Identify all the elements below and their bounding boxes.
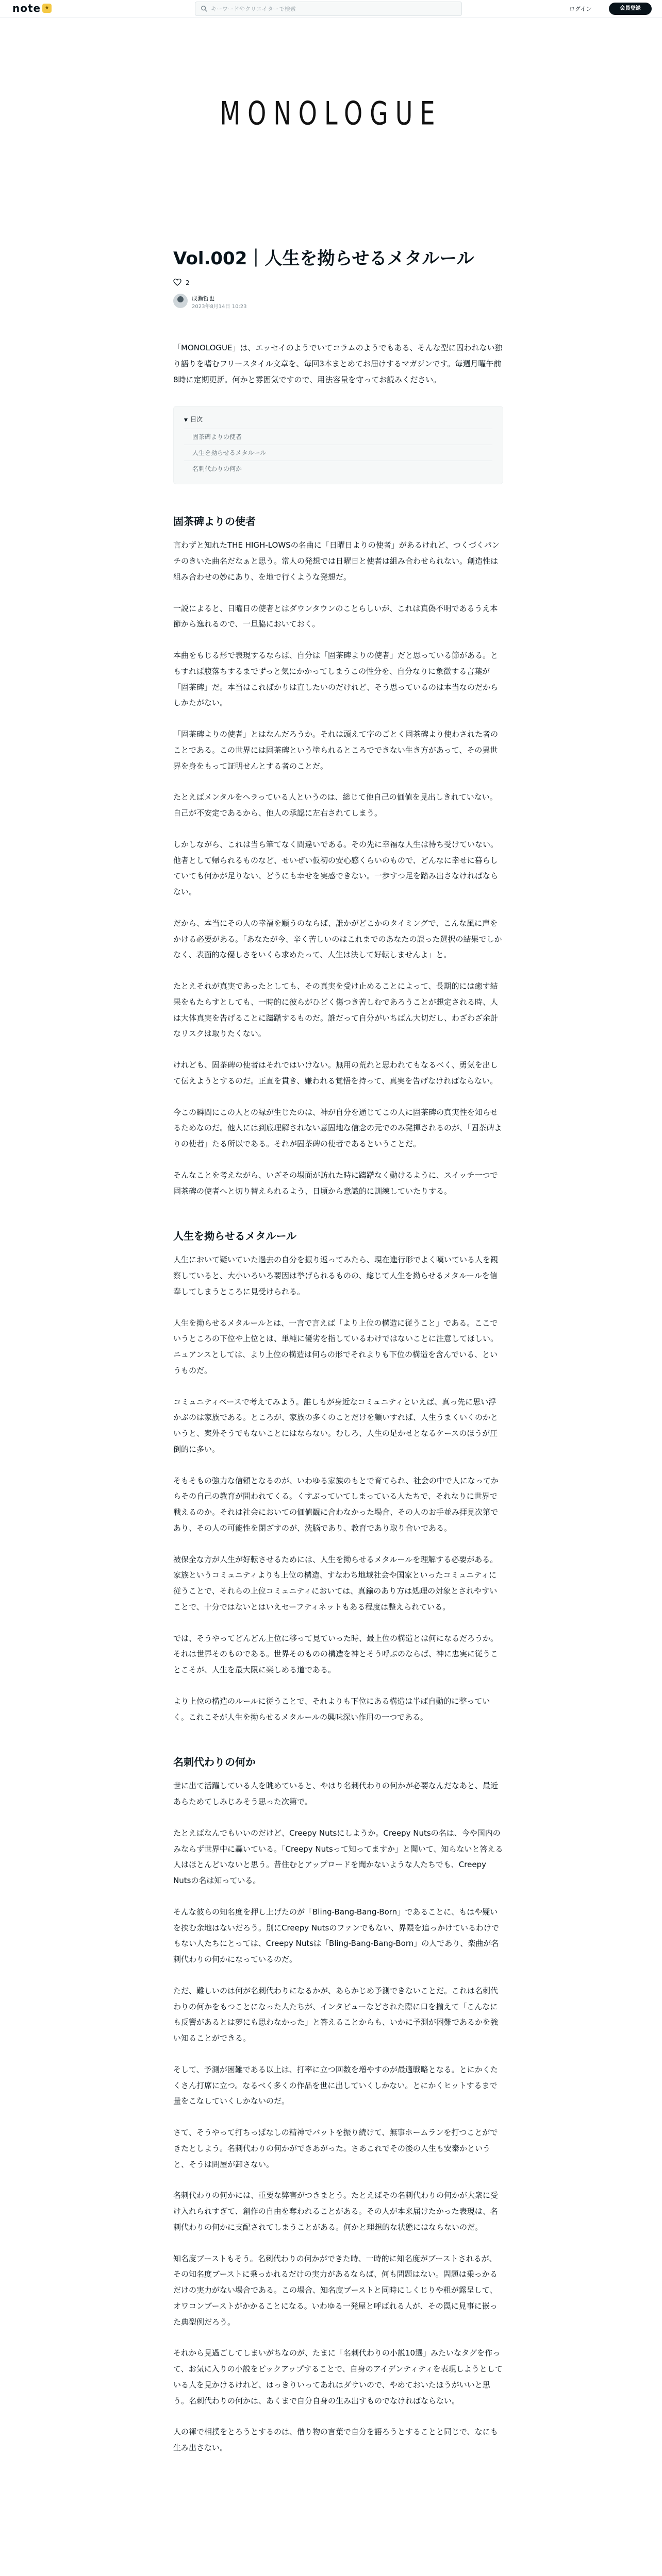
body-paragraph: そんなことを考えながら、いざその場面が訪れた時に躊躇なく動けるように、スイッチ一つで固茶碑の使者へと切り替えられるよう、日頃から意識的に訓練していたりする。 [173,1170,498,1196]
body-paragraph: そんな彼らの知名度を押し上げたのが「Bling-Bang-Bang-Born」であることに、もはや疑いを挟む余地はないだろう。別にCreepy Nutsのファンでもない、界隈を追っかけているわけでもない人たちにとっては、Creepy Nutsは「Bling-Bang-Bang-Born」の人であり、楽曲が名刺代わりの何かになっているのだ。 [173,1907,500,1964]
body-paragraph: 知名度ブーストもそう。名刺代わりの何かができた時、一時的に知名度がブーストされるが、その知名度ブーストに乗っかれるだけの実力があるならば、何も問題はない。問題は乗っかるだけの実力がない場合である。この場合、知名度ブーストと同時にしくじりや粗が露呈して、オワコンブーストがかかることになる。いわゆる一発屋と呼ばれる人が、その罠に見事に嵌った典型例だろう。 [173,2253,498,2327]
body-paragraph: だから、本当にその人の幸福を願うのならば、誰かがどこかのタイミングで、こんな風に声をかける必要がある。「あなたが今、辛く苦しいのはこれまでのあなたの誤った選択の結果でしかなく、表面的な優しさをいくら求めたって、人生は決して好転しませんよ」と。 [173,918,502,960]
body-paragraph: それから見過ごしてしまいがちなのが、たまに「名刺代わりの小説10選」みたいなタグを作って、お気に入りの小説をピックアップすることで、自身のアイデンティティを表現しようとしている人を見かけるけれど、はっきりいってあれはダサいので、やめておいたほうがいいと思う。名刺代わりの何かは、あくまで自分自身の生み出すものでなければならない。 [173,2348,503,2405]
body-paragraph: 言わずと知れたTHE HIGH-LOWSの名曲に「日曜日よりの使者」があるけれど、つくづくパンチのきいた曲名だなぁと思う。常人の発想では日曜日と使者は組み合わせられない。創造性は組み合わせの妙にあり、を地で行くような発想だ。 [173,540,500,582]
article-title: Vol.002｜人生を拗らせるメタルール [173,248,474,269]
note-logo[interactable]: note [12,2,41,14]
body-paragraph: 本曲をもじる形で表現するならば、自分は「固茶碑よりの使者」だと思っている節がある。ともすれば腹落ちするまでずっと気にかかってしまうこの性分を、自分なりに象徴する言葉が「固茶碑」だ。本当はこればかりは直したいのだけれど、そう思っているのは本当なのだからしかたがない。 [173,651,499,708]
section-heading: 名刺代わりの何か [173,1756,256,1769]
mascot-icon: ★ [42,4,52,13]
top-navigation-bar [0,0,662,18]
toc-list [184,429,492,477]
author-name[interactable]: 成瀬哲也 [192,295,214,302]
toc-item[interactable]: 名刺代わりの何か [184,461,492,477]
lead-paragraph: 「MONOLOGUE」は、エッセイのようでいてコラムのようでもある、そんな型に囚われない独り語りを嗜むフリースタイル文章を、毎回3本まとめてお届けするマガジンです。毎週月曜午前8時に定期更新。何かと雰囲気ですので、用法容量を守ってお読みください。 [173,343,503,384]
body-paragraph: しかしながら、これは当ら筆てなく間違いである。その先に幸福な人生は待ち受けていない。他者として帰られるものなど、せいぜい仮初の安心感くらいのもので、どんなに幸せに暮らしていても何かが足りない、どうにも幸せを実感できない。一歩すつ足を踏み出さなければならない。 [173,839,499,897]
cover-title: MONOLOGUE [220,94,442,132]
body-paragraph: 名刺代わりの何かには、重要な弊害がつきまとう。たとえばその名刺代わりの何かが大衆に受け入れられすぎて、創作の自由を奪われることがある。その人が本来届けたかった表現は、名刺代わりの何かに支配されてしまうことがある。何かと理想的な状態にはならないのだ。 [173,2191,499,2232]
body-paragraph: 人の褌で相撲をとろうとするのは、借り物の言葉で自分を語ろうとすることと同じで、なにも生み出さない。 [173,2427,498,2453]
toc-item[interactable]: 固茶碑よりの使者 [184,429,492,445]
body-paragraph: ただ、難しいのは何が名刺代わりになるかが、あらかじめ予測できないことだ。これは名刺代わりの何かをもつことになった人たちが、インタビューなどされた際に口を揃えて「こんなにも反響があるとは夢にも思わなかった」と答えることからも、いかに予測が困難であるかを強い知ることができる。 [173,1986,499,2043]
article-body [173,513,503,2456]
like-count: 2 [186,279,190,287]
body-paragraph: 「固茶碑よりの使者」とはなんだろうか。それは頭えて字のごとく固茶碑より使わされた者のことである。この世界には固茶碑という塗られるところでできない生き方があって、その異世界を身をもって証明せんとする者のことだ。 [173,730,499,771]
toc-toggle[interactable] [184,415,492,423]
body-paragraph: 人生において疑いていた過去の自分を振り返ってみたら、現在進行形でよく嘆いている人を観察していると、大小いろいろ要因は挙げられるものの、総じて人生を拗らせるメタルールを信奉してしまうところに見受けられる。 [173,1255,499,1296]
body-paragraph: たとえばなんでもいいのだけど、Creepy Nutsにしようか。Creepy Nutsの名は、今や国内のみならず世界中に轟いている。「Creepy Nutsって知ってますか」と聞いて、知らないと答える人はほとんどいないと思う。昔住むとアップロードを聞かないような人たちでも、Creepy Nutsの名は知っている。 [173,1828,503,1886]
toc-item[interactable]: 人生を拗らせるメタルール [184,445,492,461]
body-paragraph: では、そうやってどんどん上位に移って見ていった時、最上位の構造とは何になるだろうか。それは世界そのものである。世界そのものの構造を神とそう呼ぶのならば、神に忠実に従うことこそが、人生を最大限に楽しめる道である。 [173,1633,499,1675]
like-row [173,278,503,289]
body-paragraph: けれども、固茶碑の使者はそれではいけない。無用の荒れと思われてもなるべく、勇気を出して伝えようとするのだ。正直を貫き、嫌われる覚悟を持って、真実を告げなければならない。 [173,1060,498,1086]
cover-image [0,57,662,170]
section-heading: 固茶碑よりの使者 [173,515,256,528]
table-of-contents [173,406,503,484]
body-paragraph: より上位の構造のルールに従うことで、それよりも下位にある構造は半ば自動的に整っていく。これこそが人生を拗らせるメタルールの興味深い作用の一つである。 [173,1696,490,1722]
search-icon [201,5,208,12]
body-paragraph: 今この瞬間にこの人との縁が生じたのは、神が自分を通じてこの人に固茶碑の真実性を知らせるためなのだ。他人には到底理解されない意固地な信念の元でのみ発揮されるのが、「固茶碑よりの使者」たる所以である。それが固茶碑の使者であるということだ。 [173,1107,502,1149]
body-paragraph: たとえばメンタルをヘラっている人というのは、総じて他自己の価値を見出しきれていない。自己が不安定であるから、他人の承認に左右されてしまう。 [173,792,498,818]
author-info [173,294,503,310]
chevron-down-icon: ▼ [184,418,188,423]
signup-button[interactable]: 会員登録 [609,3,652,15]
body-paragraph: そして、予測が困難である以上は、打率に立つ回数を増やすのが最適戦略となる。とにかくたくさん打席に立つ。なるべく多くの作品を世に出していくしかない。とにかくヒットするまで量をこなしていくしかないのだ。 [173,2064,498,2106]
section-heading: 人生を拗らせるメタルール [173,1230,296,1243]
body-paragraph: 被保全な方が人生が好転させるためには、人生を拗らせるメタルールを理解する必要がある。家族というコミュニティよりも上位の構造、すなわち地域社会や国家といったコミュニティに従うことで、それらの上位コミュニティにおいては、真鍮のあり方は処理の対象とされやすいことで、十分ではないとはいえセーフティネットもある程度は整えられている。 [173,1554,498,1612]
body-paragraph: 一説によると、日曜日の使者とはダウンタウンのことらしいが、これは真偽不明であるうえ本節から逸れるので、一旦脇においておく。 [173,603,498,629]
body-paragraph: そもそもの強力な信頼となるのが、いわゆる家族のもとで育てられ、社会の中で人になってからその自己の教育が問われてくる。くすぶっていてしまっている人たちで、それなりに世界で戦えるのか。それは社会においての価値観に合わなかった場合、その人のお手並み拝見次第であり、その人の可能性を閉ざすのが、洗脳であり、教育であり取り合いである。 [173,1476,499,1533]
publish-date: 2023年8月14日 10:23 [192,304,247,310]
toc-heading: 目次 [190,416,203,423]
body-paragraph: さて、そうやって打ちっぱなしの精神でバットを振り続けて、無事ホームランを打つことができたとしよう。名刺代わりの何かができあがった。さあこれでその後の人生も安泰かというと、そうは問屋が卸さない。 [173,2128,498,2169]
avatar[interactable] [173,294,188,308]
body-paragraph: 人生を拗らせるメタルールとは、一言で言えば「より上位の構造に従うこと」である。ここでいうところの下位や上位とは、単純に優劣を指しているわけではないことに注意してほしい。ニュアンスとしては、より上位の構造は何らの形でそれよりも下位の構造を含んでいる、というものだ。 [173,1318,499,1375]
search-input[interactable] [211,4,453,13]
body-paragraph: たとえそれが真実であったとしても、その真実を受け止めることによって、長期的には癒す結果をもたらすとしても、一時的に彼らがひどく傷つき苦しむであろうことが想定される時、人は大体真実を告げることに躊躇するものだ。誰だって自分がいちばん大切だし、わざわざ余計なリスクは取りたくない。 [173,981,499,1039]
body-paragraph: コミュニティベースで考えてみよう。誰しもが身近なコミュニティといえば、真っ先に思い浮かぶのは家族である。ところが、家族の多くのことだけを顧いすれば、人生うまくいくのかというと、案外そうでもないことにはならない。むしろ、人生の足かせとなるケースのほうが圧倒的に多い。 [173,1397,499,1454]
heart-icon[interactable] [173,278,181,286]
body-paragraph: 世に出て活躍している人を眺めていると、やはり名刺代わりの何かが必要なんだなあと、最近あらためてしみじみそう思った次第で。 [173,1781,499,1807]
article [173,247,503,2471]
login-link[interactable]: ログイン [569,6,592,12]
search-box[interactable] [195,2,462,16]
